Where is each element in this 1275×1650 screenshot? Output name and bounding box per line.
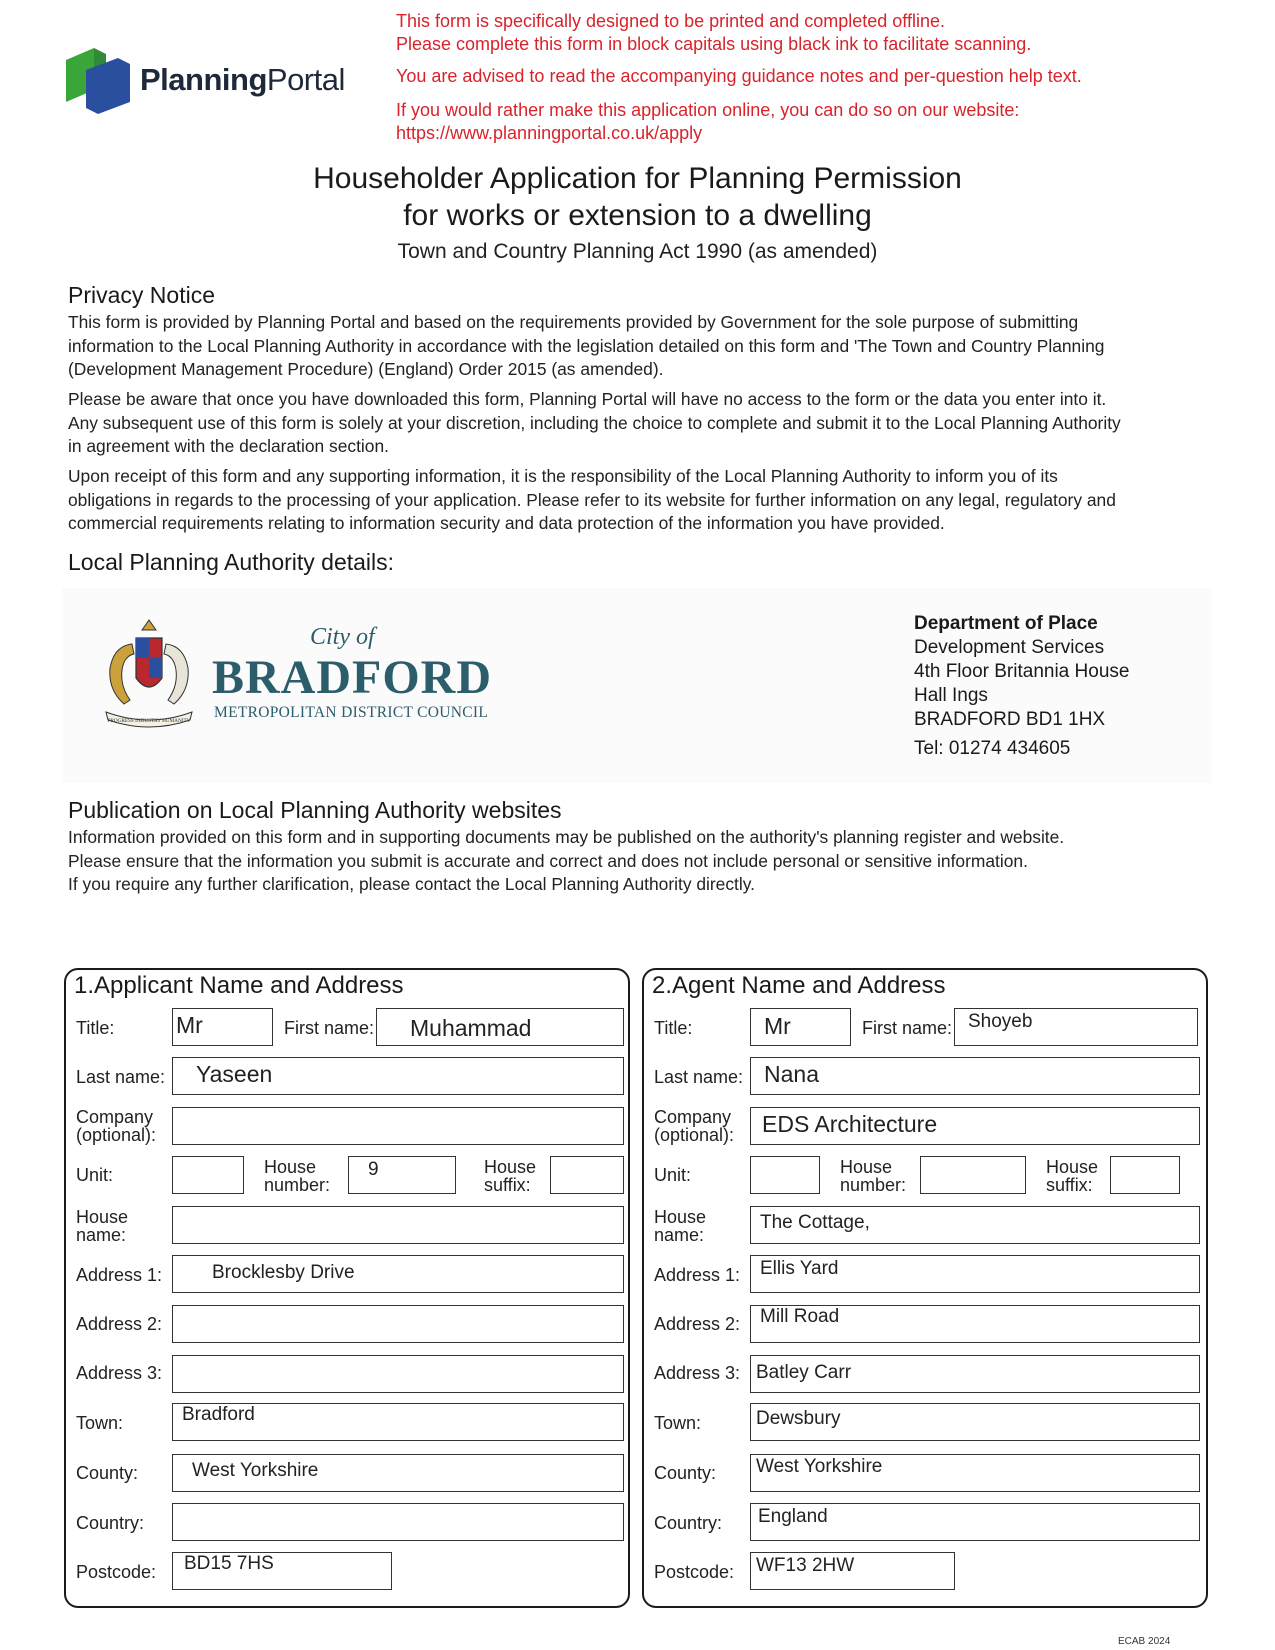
apply-online-link[interactable]: https://www.planningportal.co.uk/apply — [396, 123, 703, 143]
address-1-label: Address 1: — [654, 1265, 741, 1285]
city-of-text: City of — [310, 624, 375, 650]
house-number-label-1: House — [264, 1157, 317, 1177]
agent-unit-field[interactable] — [750, 1156, 820, 1194]
planning-portal-logo — [66, 42, 356, 116]
company-label-2: (optional): — [76, 1125, 157, 1145]
agent-first-name-value: Shoyeb — [968, 1011, 1033, 1032]
company-label-1: Company — [76, 1107, 154, 1127]
form-subtitle: Town and Country Planning Act 1990 (as amended) — [397, 240, 878, 263]
postcode-label: Postcode: — [654, 1562, 735, 1582]
form-title-line-1: Householder Application for Planning Permission — [313, 162, 962, 195]
lpa-telephone: Tel: 01274 434605 — [914, 738, 1071, 759]
planning-portal-logo-icon — [66, 42, 130, 114]
privacy-paragraph-2: Please be aware that once you have downloaded this form, Planning Portal will have no access to the form or the data you enter into it. Any subsequent use of this form is solely at your discretion, including the choice to complete and submit it to the Local Planning Authority in agreement with the declaration section. — [68, 389, 1121, 456]
house-number-label-2: number: — [840, 1175, 907, 1195]
last-name-label: Last name: — [654, 1067, 744, 1087]
address-3-label: Address 3: — [654, 1363, 741, 1383]
agent-address-1-value: Ellis Yard — [760, 1258, 839, 1279]
applicant-house-suffix-field[interactable] — [550, 1156, 624, 1194]
first-name-label: First name: — [862, 1018, 953, 1038]
agent-last-name-value: Nana — [764, 1061, 819, 1087]
lpa-address: Department of Place Development Services 4th Floor Britannia House Hall Ings BRADFORD BD1 1HX Tel: 01274 434605 — [914, 613, 1130, 759]
company-label-1: Company — [654, 1107, 732, 1127]
lpa-heading: Local Planning Authority details: — [68, 549, 395, 575]
applicant-company-field[interactable] — [172, 1107, 624, 1145]
agent-address-2-value: Mill Road — [760, 1306, 840, 1327]
publication-heading: Publication on Local Planning Authority websites — [68, 797, 562, 823]
bradford-crest-icon — [98, 616, 200, 730]
house-number-label-2: number: — [264, 1175, 331, 1195]
first-name-label: First name: — [284, 1018, 375, 1038]
applicant-country-field[interactable] — [172, 1503, 624, 1541]
title-label: Title: — [654, 1018, 693, 1038]
privacy-paragraph-3: Upon receipt of this form and any supporting information, it is the responsibility of the Local Planning Authority to inform you of its obligations in regards to the processing of your application. Please refer to its website for further information on any legal, regulatory and commercial requirements relating to information security and data protection of the information you have provided. — [68, 466, 1116, 533]
applicant-heading: 1.Applicant Name and Address — [74, 972, 404, 999]
logo-wordmark: PlanningPortal — [140, 62, 345, 97]
notice-line-4: If you would rather make this application online, you can do so on our website: — [396, 100, 1020, 120]
privacy-paragraph-1: This form is provided by Planning Portal and based on the requirements provided by Government for the sole purpose of submitting information to the Local Planning Authority in accordance with the legislation detailed on this form and 'The Town and Country Planning (Development Management Procedure) (England) Order 2015 (as amended). — [68, 312, 1105, 379]
lpa-details-block — [62, 588, 1212, 783]
form-title-line-2: for works or extension to a dwelling — [403, 199, 872, 232]
agent-company-value: EDS Architecture — [762, 1111, 938, 1137]
agent-house-suffix-field[interactable] — [1110, 1156, 1180, 1194]
agent-title-value: Mr — [764, 1013, 791, 1039]
title-label: Title: — [76, 1018, 115, 1038]
applicant-house-name-field[interactable] — [172, 1206, 624, 1244]
house-number-label-1: House — [840, 1157, 893, 1177]
bradford-wordmark: BRADFORD — [212, 651, 492, 704]
applicant-county-value: West Yorkshire — [192, 1460, 319, 1481]
town-label: Town: — [76, 1413, 124, 1433]
notice-line-1: This form is specifically designed to be printed and completed offline. — [396, 11, 945, 31]
house-suffix-label-2: suffix: — [1046, 1175, 1093, 1195]
address-2-label: Address 2: — [76, 1314, 163, 1334]
agent-panel — [642, 968, 1208, 1608]
agent-house-name-value: The Cottage, — [760, 1212, 870, 1233]
agent-address-3-value: Batley Carr — [756, 1362, 852, 1383]
applicant-panel — [64, 968, 630, 1608]
agent-house-number-field[interactable] — [920, 1156, 1026, 1194]
house-name-label-1: House — [654, 1207, 707, 1227]
town-label: Town: — [654, 1413, 702, 1433]
notice-line-2: Please complete this form in block capitals using black ink to facilitate scanning. — [396, 34, 1032, 54]
house-name-label-2: name: — [654, 1225, 705, 1245]
applicant-unit-field[interactable] — [172, 1156, 244, 1194]
house-name-label-2: name: — [76, 1225, 127, 1245]
county-label: County: — [654, 1463, 717, 1483]
applicant-address-3-field[interactable] — [172, 1355, 624, 1393]
agent-postcode-value: WF13 2HW — [756, 1555, 855, 1576]
address-1-label: Address 1: — [76, 1265, 163, 1285]
applicant-town-value: Bradford — [182, 1404, 255, 1425]
applicant-address-1-value: Brocklesby Drive — [212, 1262, 355, 1283]
house-name-label-1: House — [76, 1207, 129, 1227]
postcode-label: Postcode: — [76, 1562, 157, 1582]
country-label: Country: — [76, 1513, 145, 1533]
applicant-postcode-value: BD15 7HS — [184, 1553, 274, 1574]
county-label: County: — [76, 1463, 139, 1483]
house-suffix-label-2: suffix: — [484, 1175, 531, 1195]
notice-line-3: You are advised to read the accompanying guidance notes and per-question help text. — [396, 66, 1082, 86]
address-2-label: Address 2: — [654, 1314, 741, 1334]
unit-label: Unit: — [76, 1165, 114, 1185]
publication-paragraph: Information provided on this form and in supporting documents may be published on the authority's planning register and website. Please ensure that the information you submit is accurate and correct and does not include personal or sensitive information. If you require any further clarification, please contact the Local Planning Authority directly. — [68, 827, 1065, 894]
agent-heading: 2.Agent Name and Address — [652, 972, 946, 999]
applicant-address-2-field[interactable] — [172, 1305, 624, 1343]
applicant-house-number-field[interactable] — [348, 1156, 456, 1194]
address-3-label: Address 3: — [76, 1363, 163, 1383]
agent-town-value: Dewsbury — [756, 1408, 841, 1429]
form-code: ECAB 2024 — [1118, 1636, 1171, 1647]
svg-text:PROGRESS INDUSTRY HUMANITY: PROGRESS INDUSTRY HUMANITY — [107, 718, 191, 724]
council-name: METROPOLITAN DISTRICT COUNCIL — [214, 704, 489, 721]
company-label-2: (optional): — [654, 1125, 735, 1145]
country-label: Country: — [654, 1513, 723, 1533]
privacy-heading: Privacy Notice — [68, 282, 215, 308]
applicant-house-number-value: 9 — [368, 1159, 379, 1180]
agent-county-value: West Yorkshire — [756, 1456, 883, 1477]
unit-label: Unit: — [654, 1165, 692, 1185]
agent-country-value: England — [758, 1506, 828, 1527]
applicant-title-value: Mr — [176, 1012, 203, 1038]
house-suffix-label-1: House — [484, 1157, 537, 1177]
last-name-label: Last name: — [76, 1067, 166, 1087]
applicant-first-name-value: Muhammad — [410, 1015, 532, 1041]
applicant-last-name-value: Yaseen — [196, 1061, 273, 1087]
house-suffix-label-1: House — [1046, 1157, 1099, 1177]
